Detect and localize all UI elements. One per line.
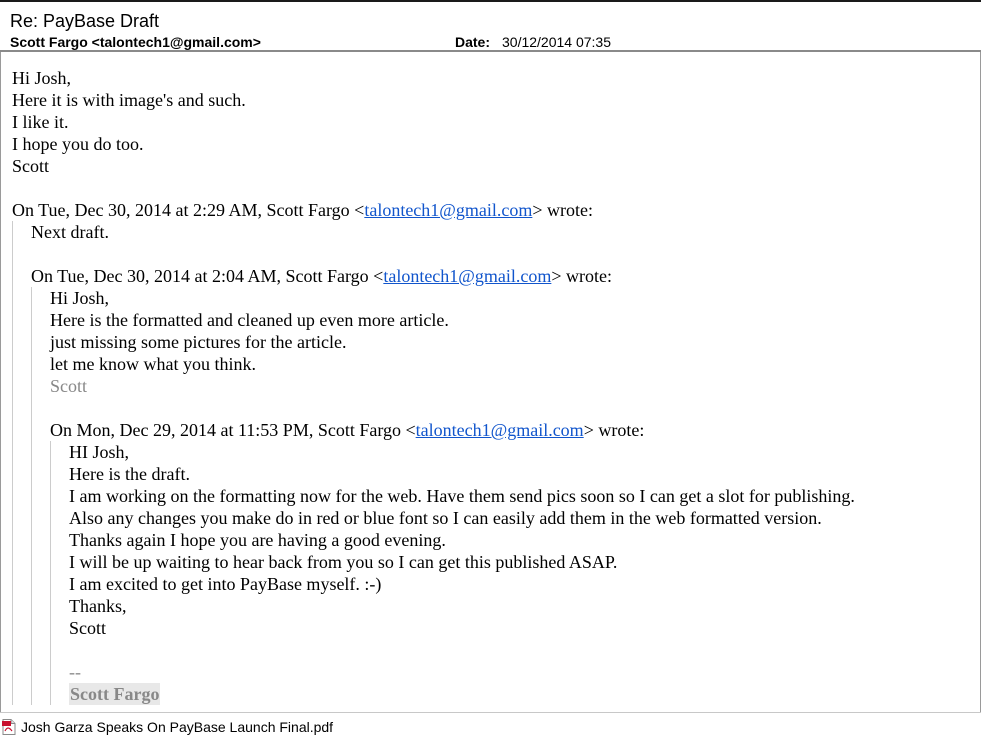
message-subject: Re: PayBase Draft bbox=[10, 11, 160, 31]
signature-dash: -- bbox=[69, 662, 81, 682]
quote-line: Thanks again I hope you are having a good evening. bbox=[69, 530, 446, 550]
body-line: Hi Josh, bbox=[12, 68, 72, 88]
quote-line: Scott bbox=[69, 618, 107, 638]
sender[interactable]: Scott Fargo <talontech1@gmail.com> bbox=[10, 34, 261, 50]
message-content bbox=[12, 67, 972, 705]
quote-line: I am working on the formatting now for the web. Have them send pics soon so I can get a slot for publishing. bbox=[69, 486, 855, 506]
quote-attribution: On Tue, Dec 30, 2014 at 2:29 AM, Scott Fargo <talontech1@gmail.com> wrote: bbox=[12, 200, 593, 220]
attachment-filename[interactable]: Josh Garza Speaks On PayBase Launch Final.pdf bbox=[21, 719, 334, 735]
quote-attribution: On Tue, Dec 30, 2014 at 2:04 AM, Scott Fargo <talontech1@gmail.com> wrote: bbox=[31, 266, 612, 286]
body-line: I hope you do too. bbox=[12, 134, 144, 154]
quote-line: Here is the formatted and cleaned up even more article. bbox=[50, 310, 449, 330]
quote-line: Here is the draft. bbox=[69, 464, 190, 484]
email-link[interactable]: talontech1@gmail.com bbox=[364, 200, 533, 220]
quote-line: Thanks, bbox=[69, 596, 127, 616]
quoted-message-2 bbox=[31, 287, 972, 705]
quote-line: I will be up waiting to hear back from you so I can get this published ASAP. bbox=[69, 552, 618, 572]
message-body[interactable] bbox=[0, 52, 981, 712]
quote-line: Next draft. bbox=[31, 222, 109, 242]
date-label: Date: bbox=[455, 34, 491, 50]
date-value: 30/12/2014 07:35 bbox=[502, 34, 611, 50]
quoted-message-3 bbox=[50, 441, 972, 705]
signature-name: Scott Fargo bbox=[70, 684, 160, 704]
body-line: Here it is with image's and such. bbox=[12, 90, 246, 110]
email-link[interactable]: talontech1@gmail.com bbox=[383, 266, 552, 286]
pdf-file-icon bbox=[2, 719, 16, 735]
email-link[interactable]: talontech1@gmail.com bbox=[415, 420, 584, 440]
quote-signature: Scott bbox=[50, 376, 88, 396]
quote-line: Hi Josh, bbox=[50, 288, 110, 308]
quote-line: just missing some pictures for the article. bbox=[50, 332, 347, 352]
body-line: I like it. bbox=[12, 112, 69, 132]
body-line: Scott bbox=[12, 156, 50, 176]
message-header bbox=[0, 0, 981, 52]
attachment-bar bbox=[0, 712, 981, 747]
quote-line: I am excited to get into PayBase myself. :-) bbox=[69, 574, 382, 594]
quote-line: HI Josh, bbox=[69, 442, 130, 462]
quote-line: let me know what you think. bbox=[50, 354, 256, 374]
quote-attribution: On Mon, Dec 29, 2014 at 11:53 PM, Scott Fargo <talontech1@gmail.com> wrote: bbox=[50, 420, 645, 440]
quoted-message-1 bbox=[12, 221, 972, 705]
quote-line: Also any changes you make do in red or blue font so I can easily add them in the web formatted version. bbox=[69, 508, 822, 528]
